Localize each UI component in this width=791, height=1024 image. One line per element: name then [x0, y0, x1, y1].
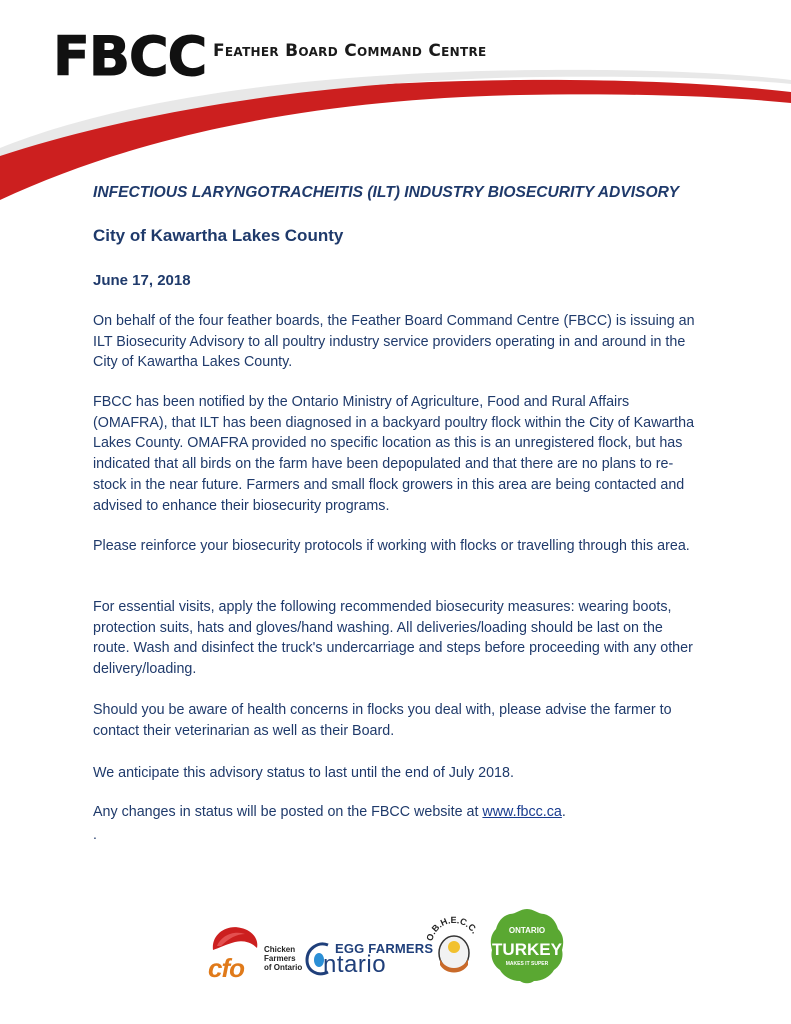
cfo-name-line: Farmers	[264, 954, 296, 963]
paragraph-intro: On behalf of the four feather boards, the Feather Board Command Centre (FBCC) is issuing an ILT Biosecurity Advisory to all poultry industry service providers operating in and around in the City of Kawartha Lakes County.	[93, 313, 695, 371]
paragraph-website	[93, 802, 703, 823]
website-text-suffix: .	[561, 804, 566, 820]
paragraph-reinforce: Please reinforce your biosecurity protocols if working with flocks or travelling through this area.	[93, 538, 690, 554]
obhecc-logo	[424, 909, 484, 979]
county-heading: City of Kawartha Lakes County	[93, 226, 344, 245]
fbcc-logo: FBCC	[53, 25, 207, 88]
trailing-mark: .	[93, 826, 97, 842]
egg-farmers-top: EGG FARMERS	[335, 941, 434, 956]
cfo-name-line: of Ontario	[264, 963, 303, 972]
document-date: June 17, 2018	[93, 272, 191, 289]
turkey-top: ONTARIO	[508, 926, 546, 935]
obhecc-text: O.B.H.E.C.C.	[424, 914, 481, 943]
turkey-tagline: MAKES IT SUPER	[505, 961, 549, 967]
cfo-name-line: Chicken	[264, 945, 296, 954]
document-title: INFECTIOUS LARYNGOTRACHEITIS (ILT) INDUSTRY BIOSECURITY ADVISORY	[93, 184, 679, 201]
partner-logos	[200, 905, 580, 990]
turkey-main: TURKEY	[492, 940, 562, 959]
paragraph-notification: FBCC has been notified by the Ontario Ministry of Agriculture, Food and Rural Affairs (OMAFRA), that ILT has been diagnosed in a backyard poultry flock within the City of Kawartha Lakes County. OMAFRA provided no specific location as this is an unregistered flock, but has indicated that all birds on the farm have been depopulated and that there are no plans to re-stock in the near future. Farmers and small flock growers in this area are being contacted and advised to enhance their biosecurity programs.	[93, 394, 695, 514]
egg-farmers-ontario: ntario	[323, 951, 387, 978]
cfo-logo-text: cfo	[208, 953, 244, 983]
paragraph-duration: We anticipate this advisory status to last until the end of July 2018.	[93, 765, 514, 781]
fbcc-logo-subtitle: Feather Board Command Centre	[213, 41, 487, 61]
paragraph-measures: For essential visits, apply the following recommended biosecurity measures: wearing boots, protection suits, hats and gloves/hand washing. All deliveries/loading should be last on the route. Wash and disinfect the truck's undercarriage and steps before proceeding with any other delivery/loading.	[93, 599, 693, 678]
website-text-prefix: Any changes in status will be posted on the FBCC website at	[93, 804, 483, 820]
ontario-turkey-logo	[486, 905, 568, 987]
paragraph-health-concerns: Should you be aware of health concerns in flocks you deal with, please advise the farmer to contact their veterinarian as well as their Board.	[93, 702, 672, 739]
fbcc-website-link[interactable]: www.fbcc.ca	[482, 804, 562, 820]
